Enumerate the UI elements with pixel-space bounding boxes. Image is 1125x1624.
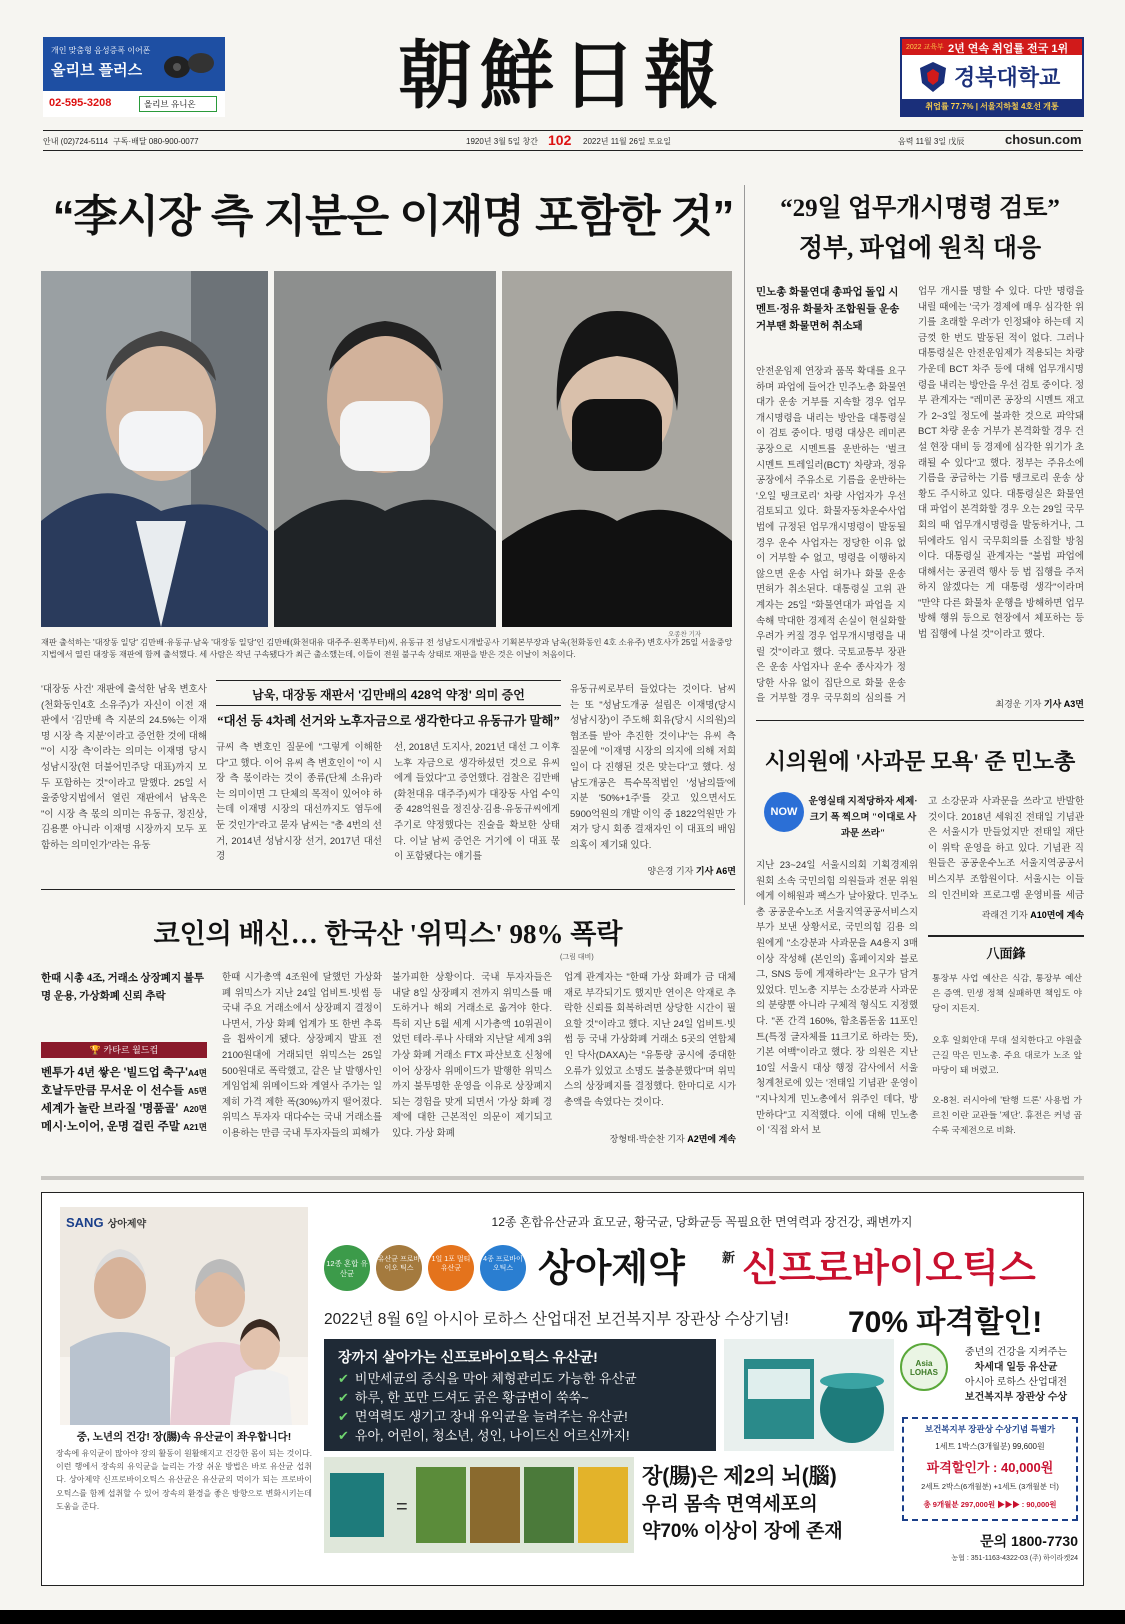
masthead-phone: 안내 (02)724-5114 [43, 137, 109, 146]
special-price: 파격할인가 : 40,000원 [926, 1460, 1054, 1475]
right-mid-byline [928, 908, 1084, 921]
lead-headline: “李시장 측 지분은 이재명 포함한 것” [52, 192, 734, 241]
ad-olive-footer [43, 91, 225, 117]
right-top-byline-page: 기사 A3면 [1043, 699, 1084, 709]
right-mid-byline-page: A10면에 계속 [1030, 910, 1084, 920]
lohas-line-1: 중년의 건강을 지켜주는 [964, 1347, 1068, 1358]
opinion-item-3: 오-8천. 러시아에 '탄행 드론' 사용법 가르친 이란 교관들 '제단'. 휴전은 커녕 곱수록 국제전으로 비화. [932, 1095, 1082, 1135]
index-item[interactable] [41, 1082, 207, 1100]
coin-col-2: 불가피한 상황이다. 국내 투자자들은 내달 8일 상장폐지 전까지 위믹스를 매도하거나 해외 거래소로 옮겨야 한다. 특히 지난 5월 세계 시가총액 10위권이었던 테라·루나 사태와 지난달 세계 3위 가상 화폐 거래소 FTX 파산보호 신청에 이어 상장사 위메이드가 발행한 위믹스까지 불투명한 운영을 이유로 상장폐지되는 경험을 맞게 되면서 '가상 화폐 경제'에 대한 근본적인 의문이 제기되고 있다. 가상 화폐 [392, 972, 552, 1139]
ad-brand: 상아제약 [538, 1248, 685, 1290]
masthead-info-bar [43, 131, 1083, 149]
lead-photo-caption: 재판 출석하는 '대장동 일당' 김만배·유동규·남욱 '대장동 일당'인 김만배(화천대유 대주주·왼쪽부터)씨, 유동규 전 성남도시개발공사 기획본부장과 남욱(천화동인 4호 소유주) 변호사가 25일 서울중앙지법에서 열린 대장동 재판에 함께 출석했다. 세 사람은 작년 구속됐다가 최근 출소했는데, 이들이 전원 불구속 상태로 재판을 받은 것은 이날이 처음이다. [41, 638, 733, 659]
right-top-deck: 민노총 화물연대 총파업 돌입 시멘트·정유 화물차 조합원들 운송 거부땐 화물면허 취소돼 [756, 287, 900, 332]
svg-text:=: = [396, 1496, 408, 1518]
opinion-item-1: 통장부 사업 예산은 식감, 통장부 예산은 증액. 민생 정책 실패하면 책임도 야당이 지든지. [932, 973, 1082, 1013]
ad-big-line-2: 우리 몸속 면역세포의 [642, 1494, 818, 1515]
lohas-line-3: 아시아 로하스 산업대전 [964, 1377, 1068, 1388]
right-mid-headline: 시의원에 '사과문 모욕' 준 민노총 [764, 749, 1076, 774]
ad-special-price-box[interactable] [902, 1417, 1078, 1521]
ad-big-copy [642, 1463, 882, 1545]
masthead-founded: 1920년 3월 5일 창간 [466, 137, 539, 146]
coin-note: (그림 대비) [560, 954, 594, 961]
ad-badge: 4종 프로바이오틱스 [480, 1245, 526, 1291]
ad-product-prefix: 新 [722, 1250, 736, 1265]
lead-col-4: 유동규씨로부터 들었다는 것이다. 남씨는 또 "성남도개공 설립은 이재명(당시 성남시장)이 주도해 회유(당시 시의원)의 협조를 받아 추진한 것이냐"는 유씨 측 질문에 "이재명 시장의 의지에 의해 저희 일이 다 진행된 것은 맞는다"고 했다. 성남도개공은 특수목적법인 '성남의뜰'에 지분 '50%+1주'를 갖고 있으면서도 5900억원의 개발 이익 중 1822억원만 가져가 당시 회종 결재자인 이 대표의 배임 의혹이 제기돼 있다. [570, 684, 736, 851]
lead-subhead-box [216, 680, 561, 706]
right-mid-byline-name: 곽래건 기자 [981, 910, 1028, 920]
lead-bottom-rule [41, 889, 735, 890]
index-item[interactable] [41, 1118, 207, 1136]
ad-check-item: ✔ 비만세균의 증식을 막아 체형관리도 가능한 유산균 [338, 1369, 637, 1388]
ad-big-line-3: 약70% 이상이 장에 존재 [642, 1521, 843, 1542]
special-line-3: 총 9개월분 297,000원 ▶▶▶ : 90,000원 [923, 1500, 1057, 1509]
product-box-image [724, 1339, 894, 1451]
lead-col-3: 선, 2018년 도지사, 2021년 대선 그 이후 노후 자금으로 생각하셨던 것으로 유씨에게 들었다"고 증언했다. 검찰은 김만배(화천대유 대주주)씨가 대장동 사업 수익 중 428억원을 정진상·김용·유동규씨에게 주기로 약정했다는 진술을 확보한 상태다. 이날 남씨 증언은 거기에 이 대표 몫이 포함됐다는 얘기를 [394, 742, 560, 863]
trophy-icon: 🏆 [89, 1045, 104, 1055]
special-title: 보건복지부 장관상 수상기념 특별가 [924, 1424, 1056, 1434]
coin-byline-page: A2면에 계속 [687, 1134, 736, 1144]
right-mid-col-2: 고 소강문과 사과문을 쓰라'고 반발한 것이다. 2018년 세워진 전태일 기념관은 서울시가 만들었지만 전태일 재단이 위탁 운영을 하고 있다. 기념관 직원들은 공공운수노조 서울지역공공서비스지부 조합원이다. 서울시는 이들의 인건비와 프로그램 운영비를 세금 [928, 796, 1084, 901]
right-mid-deck: 운영실태 지적당하자 세제·크기 폭 찍으며 "이대로 사과문 쓰라" [808, 797, 918, 839]
ad-check-item: ✔ 하루, 한 포만 드셔도 굵은 황금변이 쑥쑥~ [338, 1388, 637, 1407]
index-item[interactable] [41, 1064, 207, 1082]
ad-phone[interactable]: 문의 1800-7730 [980, 1533, 1078, 1549]
index-title: 카타르 월드컵 [103, 1045, 159, 1055]
lohas-line-2: 차세대 일등 유산균 [974, 1362, 1058, 1373]
ad-logo [66, 1215, 146, 1230]
coin-col-3: 업계 관계자는 "한때 가상 화폐가 금 대체재로 부각되기도 했지만 연이은 악재로 추락한 신뢰를 회복하려면 상당한 시간이 필요할 것"이라고 했다. 지난 24일 업비트·빗썸 등 국내 가상화폐 거래소 5곳의 연합체인 닥사(DAXA)는 "유통량 공시에 중대한 오류가 있었고 소명도 불충분했다"며 위믹스의 상장폐지를 결정했다. 한마디로 시가총액을 속였다는 것이다. [564, 972, 736, 1108]
ad-logo-text: 상아제약 [107, 1219, 147, 1230]
lead-byline-name: 양은경 기자 [647, 866, 694, 876]
ad-olive-phone: 02-595-3208 [49, 97, 112, 109]
ad-knu-footer: 취업률 77.7% | 서울지하철 4호선 개통 [902, 99, 1082, 115]
right-top-bottom-rule [756, 720, 1084, 721]
photo-nam-wook [502, 271, 732, 627]
lohas-logo-text: Asia LOHAS [910, 1359, 938, 1377]
bottom-ad[interactable] [41, 1192, 1084, 1586]
photo-kim-manbae [41, 271, 268, 627]
right-top-col-2: 업무 개시를 명할 수 있다. 다만 명령을 내릴 때에는 '국가 경제에 매우 심각한 위기를 초래할 우려'가 인정돼야 하는데 지금껏 한 번도 발동된 적이 없다. 그러나 대통령실은 안전운임제가 적용되는 차량 가운데 BCT 차주 등에 대해 업무개시명령을 내리는 방안을 우선 검토 중이다. 정부 관계자는 "레미콘 공장의 시멘트 재고가 2~3일 정도에 불과한 것으로 파악돼 BCT 차량 운송 거부가 본격화할 경우 건설 현장 대비 등 경제에 심각한 위기가 초래될 수 있다"고 했다. 정부는 주유소에 기름을 공급하는 기름 탱크로리 운송 상황도 주시하고 있다. 대통령실은 화물연대 파업이 본격화할 경우 오는 29일 국무회의 때 업무개시명령을 발동하거나, 그 뒤에라도 임시 국무회의를 소집할 방침이다. 대통령실 관계자는 "불법 파업에 대해서는 공권력 행사 등 법 집행을 주저하지 않겠다는 게 대통령 생각"이라며 "만약 다른 화물차 운행을 방해하면 업무 방해 행위 등으로 현장에서 체포하는 등 법 집행에 나설 것"이라고 했다. [918, 286, 1084, 641]
opinion-title: 八面鋒 [986, 946, 1026, 961]
photo-credit: 오종찬 기자 [668, 631, 702, 638]
photo-yoo-donggyu [274, 271, 496, 627]
masthead-date: 2022년 11월 26일 토요일 [583, 137, 672, 146]
ad-olive-search[interactable]: 올리브 유니온 [139, 96, 217, 112]
ad-check-item: ✔ 면역력도 생기고 장내 유익균을 늘려주는 유산균! [338, 1407, 637, 1426]
coin-byline [564, 1132, 736, 1145]
ad-discount: 70% 파격할인! [848, 1306, 1043, 1339]
special-line-2: 2세트 2박스(6개월분) +1세트 (3개월분 더) [921, 1482, 1059, 1491]
index-item[interactable] [41, 1100, 207, 1118]
index-item-text: 세계가 놀란 브라질 '명품골' [41, 1103, 179, 1115]
now-badge: NOW [764, 792, 804, 832]
knu-emblem-icon [918, 61, 948, 93]
ad-lohas-text [954, 1345, 1078, 1405]
ad-knu-university: 경북대학교 [954, 65, 1061, 90]
index-box [41, 1042, 207, 1146]
masthead-rule-bottom [43, 150, 1083, 151]
family-photo [60, 1207, 308, 1425]
lead-byline [570, 864, 736, 877]
lead-quote: “대선 등 4차례 선거와 노후자금으로 생각한다고 유동규가 말해” [217, 714, 560, 728]
sang-a-logo-icon: SANG [66, 1215, 104, 1230]
masthead-edition: 102 [548, 132, 572, 148]
ad-badges [324, 1245, 534, 1295]
ad-badge: 12종 혼합 유산균 [324, 1245, 370, 1291]
ad-product: 신프로바이오틱스 [742, 1248, 1036, 1290]
index-item-page: A5면 [187, 1086, 207, 1096]
lohas-logo-icon [900, 1343, 948, 1391]
ad-olive-plus[interactable] [43, 37, 225, 117]
ad-divider [41, 1176, 1084, 1180]
ingredients-image [324, 1457, 634, 1553]
right-top-byline-name: 최경운 기자 [995, 699, 1042, 709]
ad-olive-brand: 올리브 플러스 [51, 62, 143, 79]
ad-knu-headline: 2년 연속 취업률 전국 1위 [948, 43, 1069, 55]
masthead-subscription: 구독·배달 080-900-0077 [113, 137, 199, 146]
index-item-page: A4면 [187, 1068, 207, 1078]
ad-check-item: ✔ 유아, 어린이, 청소년, 성인, 나이드신 어르신까지! [338, 1426, 637, 1445]
ad-box-title: 장까지 살아가는 신프로바이오틱스 유산균! [338, 1349, 598, 1365]
index-list [41, 1064, 207, 1136]
lead-col-2: 규씨 측 변호인 질문에 "그렇게 이해한다"고 했다. 이어 유씨 측 변호인이 "이 시장 측 몫이라는 것이 종류(단체 소유)라는 의미이면 그 단체의 목적이 있어야 하는데 이재명 시장의 대선까지도 염두에 둔 것인가"라고 묻자 남씨는 "총 4번의 선거, 2014년 성남시장 선거, 2017년 대선 경 [216, 742, 382, 863]
ad-checklist [338, 1369, 637, 1445]
ad-account: 농협 : 351-1163-4322-03 (주) 하이라켓24 [951, 1555, 1078, 1562]
earphone-icon [161, 49, 217, 81]
lohas-line-4: 보건복지부 장관상 수상 [964, 1392, 1068, 1403]
ad-knu-tag: 2022 교육부 [906, 44, 944, 51]
masthead-site[interactable]: chosun.com [1005, 132, 1082, 147]
index-item-text: 벤투가 4년 쌓은 '빌드업 축구' [41, 1067, 188, 1079]
right-top-headline-1: “29일 업무개시명령 검토” [780, 195, 1060, 222]
special-line-1: 1세트 1박스(3개월분) 99,600원 [935, 1442, 1045, 1451]
right-top-byline [918, 697, 1084, 710]
masthead-title: 朝鮮日報 [398, 33, 726, 119]
ad-olive-tagline: 개인 맞춤형 음성증폭 이어폰 [51, 46, 151, 55]
ad-knu[interactable] [900, 37, 1084, 117]
ad-left-body: 장속에 유익균이 많아야 장의 활동이 원활해지고 건강한 몸이 되는 것이다. 이런 행에서 장속의 유익균을 늘리는 가장 쉬운 방법은 바로 유산균 섭취다. 상아제약 신프로바이오틱스 유산균은 유산균의 먹이가 되는 프로바이오틱스를 함께 섭취할 수 있어 장속의 환경을 좋은 방향으로 변화시키는데 도움을 준다. [56, 1449, 312, 1511]
ad-knu-topbar [902, 39, 1082, 55]
coin-byline-name: 장형태·박순찬 기자 [609, 1134, 685, 1144]
ad-big-line-1: 장(腸)은 제2의 뇌(腦) [642, 1465, 837, 1488]
index-item-page: A20면 [183, 1104, 207, 1114]
ad-top-line: 12종 혼합유산균과 효모균, 황국균, 당화균등 꼭필요한 면역력과 장건강, 쾌변까지 [491, 1215, 913, 1229]
coin-col-1: 한때 시가총액 4조원에 달했던 가상화폐 위믹스가 지난 24일 업비트·빗썸 등 국내 주요 거래소에서 상장폐지 결정이 나면서, 가상 화폐 업계가 또 한번 추록을 휩싸이게 됐다. 상장폐지 발표 전 2100원대에 거래되던 위믹스는 25일 500원대로 폭락했고, 같은 날 발행사인 게임업체 위메이드와 계열사 주가는 일제히 가격 제한 폭(30%)까지 떨어졌다. 위믹스 투자자 대다수는 국내 거래소를 이용하는 만큼 국내 투자자들의 피해가 [222, 972, 382, 1139]
lead-sub-headline: 남욱, 대장동 재판서 '김만배의 428억 약정' 의미 증언 [252, 688, 525, 702]
right-top-headline-2: 정부, 파업에 원칙 대응 [798, 235, 1042, 262]
ad-badge: 1일 1포 멀티 유산균 [428, 1245, 474, 1291]
right-mid-col-1: 지난 23~24일 서울시의회 기획경제위원회 소속 국민의힘 의원들과 전문 위원에게 이해원과 팩스가 날아왔다. 민주노총 공공운수노조 서울지역공공서비스지부가 보낸 상황서로, 국민의힘 김용 의원에게 "소강분과 사과문을 A4용지 3매 이상 작성해 (본인의) 홈페이지와 블로그, SNS 등에 게재하라"는 요구가 담겨 있었다. 민노총 지부는 소강분과 사과문의 분량뿐 아니라 구체적 형식도 지정했다. "폰 간격 160%, 함초롬돋움 11포인트(특정 글자체를 11크기로 하라는 뜻), 기본 여백"이라고 했다. 장 의원은 지난 10일 서울시 대상 행정 감사에서 서울 청계천로에 있는 '전태일 기념관' 운영이 "지나치게 민노총에서 위주인 데다, 방만하다"고 지적했다. 이에 대해 민노총이 '직접 와서 보 [756, 860, 918, 1137]
ad-badge: 유산균 프로바이오 틱스 [376, 1245, 422, 1291]
index-item-text: 메시·노이어, 운명 걸린 주말 [41, 1121, 180, 1133]
coin-deck: 한때 시총 4조, 거래소 상장폐지 불투명 운용, 가상화폐 신뢰 추락 [41, 973, 205, 1002]
masthead-lunar: 음력 11월 3일 戊辰 [898, 137, 965, 146]
ad-left-caption: 중, 노년의 건강! 장(腸)속 유산균이 좌우합니다! [76, 1431, 292, 1443]
column-divider [744, 185, 745, 905]
right-top-col-1: 안전운임제 연장과 품목 확대를 요구하며 파업에 들어간 민주노총 화물연대가 운송 거부를 지속할 경우 업무개시명령을 내리는 방안을 대통령실이 검토 중이다. 명령 대상은 레미콘 공장으로 시멘트를 운반하는 '벌크 시멘트 트레일러(BCT)' 차량과, 정유 공장에서 주유소로 기름을 운반하는 '오일 탱크로리' 차량 사업자가 우선 검토되고 있다. 화물자동차운수사업법에 규정된 업무개시명령이 발동될 경우 운수 사업자는 정당한 이유 없이 거부할 수 없고, 명령을 이행하지 않으면 운송 사업 허가나 화물 운송 면허가 취소된다. 대통령실 고위 관계자는 25일 "화물연대가 파업을 지속해 막대한 경제적 손실이 현실화할 우려가 커질 경우 업무개시명령을 내릴 것"이라고 했다. 국토교통부 장관은 운송 사업자나 운수 종사자가 정당한 사유 없이 집단으로 화물 운송을 거부할 경우 국무회의 심의를 거 [756, 366, 906, 705]
index-item-text: 호날두만큼 무서운 이 선수들 [41, 1085, 184, 1097]
index-title-bar [41, 1042, 207, 1058]
ad-benefits-box [324, 1339, 716, 1451]
index-item-page: A21면 [183, 1122, 207, 1132]
coin-headline: 코인의 배신… 한국산 '위믹스' 98% 폭락 [153, 919, 623, 949]
lead-col-1: '대장동 사건' 재판에 출석한 남욱 변호사(천화동인4호 소유주)가 자신이 이전 재판에서 '김만배 측 지분의 24.5%는 이재명 시장 측 지분'이라고 증언한 것에 대해 "'이 시장 측'이라는 의미는 이재명 당시 성남시장(현 더불어민주당 대표)까지 모두 포함하는 것"이라고 말했다. 25일 서울중앙지법에서 열린 재판에서 남욱은 "이 시장 측 몫의 의미는 유동규, 정진상, 김용뿐 아니라 이재명 시장까지 모두 포함하는 의미인가"라는 유동 [41, 684, 207, 851]
lead-byline-page: 기사 A6면 [695, 866, 736, 876]
opinion-item-2: 오후 일회안대 무대 설치한다고 야원출근길 막은 민노총. 주요 대로가 노조 앞마당이 돼 버렸고. [932, 1035, 1082, 1075]
ad-award-line: 2022년 8월 6일 아시아 로하스 산업대전 보건복지부 장관상 수상기념! [324, 1311, 789, 1328]
opinion-box [928, 935, 1084, 1145]
